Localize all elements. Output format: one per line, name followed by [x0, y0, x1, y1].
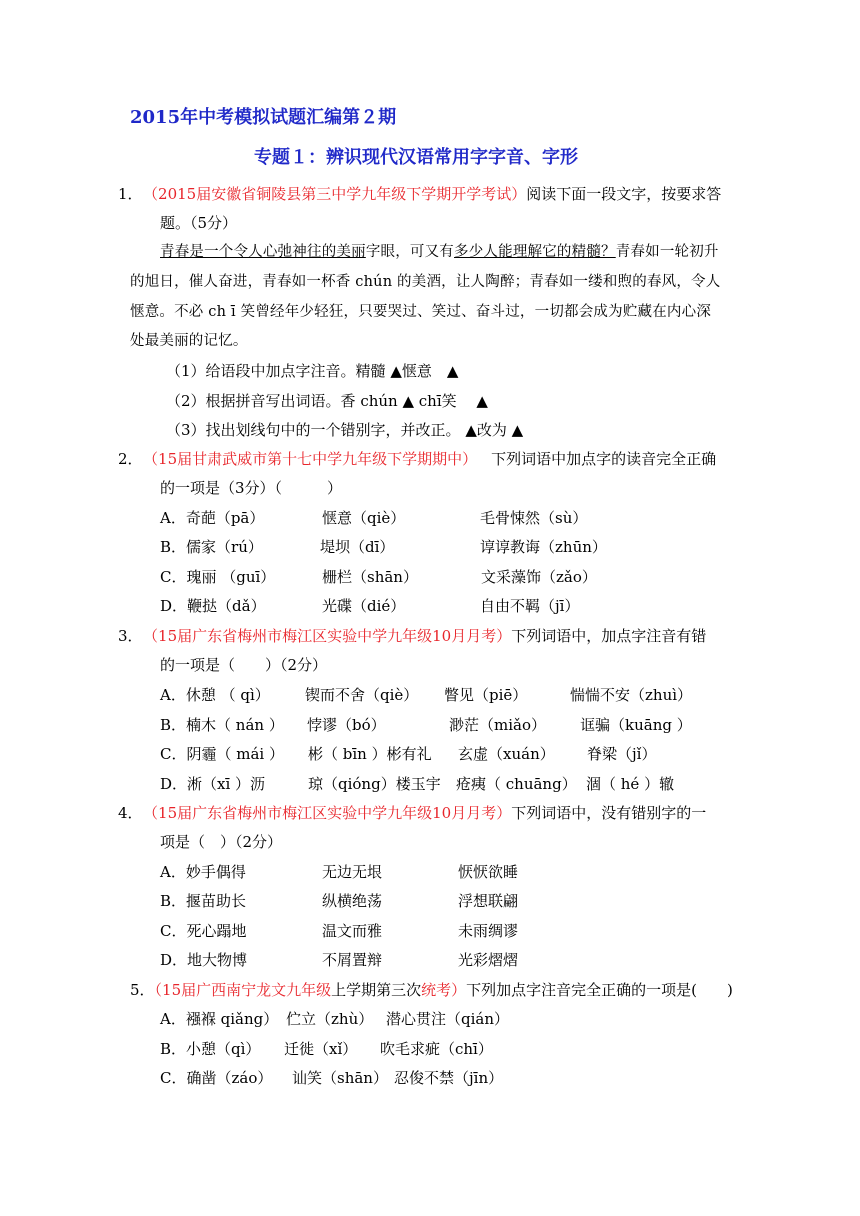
question-number: 2． — [118, 450, 143, 468]
question-stem: 阅读下面一段文字，按要求答 — [526, 185, 722, 203]
option-c-col-3: 忍俊不禁（jīn） — [394, 1069, 504, 1087]
sub-question-1: （1）给语段中加点字注音。精髓 ▲惬意 ▲ — [166, 362, 459, 380]
option-b-col-3: 谆谆教诲（zhūn） — [480, 538, 607, 556]
option-a-col-1: A．休憩 （ qì） — [160, 686, 270, 704]
option-b-col-2: 堤坝（dī） — [320, 538, 395, 556]
option-d-col-1: D．鞭挞（dǎ） — [160, 597, 266, 615]
passage-text: 字眼，可又有 — [365, 244, 455, 260]
underlined-text: 青春是一个令人心弛神往的美丽 — [160, 244, 366, 260]
option-d-col-2: 不屑置辩 — [322, 951, 383, 969]
option-c-col-2: 讪笑（shān） — [292, 1069, 388, 1087]
question-source: （15届甘肃武威市第十七中学九年级下学期期中） — [150, 450, 478, 468]
question-source: （15届广东省梅州市梅江区实验中学九年级10月月考） — [150, 627, 512, 645]
option-a-col-2: 伫立（zhù） — [286, 1010, 374, 1028]
question-stem-cont: 题。（5分） — [160, 214, 238, 232]
passage-line-2: 的旭日，催人奋进，青春如一杯香 chún 的美酒，让人陶醉；青春如一缕和煦的春风，令人 — [130, 274, 721, 290]
question-stem-cont: 项是（ ）（2分） — [160, 833, 283, 851]
option-c-col-1: C．确凿（záo） — [160, 1069, 273, 1087]
option-a-col-4: 惴惴不安（zhuì） — [570, 686, 693, 704]
option-a-col-2: 锲而不舍（qiè） — [305, 686, 419, 704]
option-a-col-2: 无边无垠 — [322, 863, 383, 881]
option-c-col-3: 未雨绸谬 — [458, 922, 519, 940]
option-d-col-2: 琼（qióng）楼玉宇 — [308, 775, 441, 793]
question-1-line-1 — [118, 184, 721, 204]
question-number: 1． — [118, 185, 143, 203]
option-a-col-1: A．妙手偶得 — [160, 863, 246, 881]
option-a-col-1: A．襁褓 qiǎng） — [160, 1010, 279, 1028]
section-subtitle: 专题１：辨识现代汉语常用字字音、字形 — [254, 147, 578, 168]
option-c-col-2: 彬（ bīn ）彬有礼 — [308, 745, 432, 763]
passage-line-1 — [160, 242, 719, 262]
option-d-col-2: 光碟（dié） — [322, 597, 406, 615]
page-title: 2015年中考模拟试题汇编第２期 — [130, 107, 397, 128]
option-a-col-3: 毛骨悚然（sù） — [480, 509, 588, 527]
question-stem: 下列加点字注音完全正确的一项是( ) — [466, 981, 733, 999]
option-c-col-2: 温文而雅 — [322, 922, 383, 940]
underlined-text: 多少人能理解它的精髓？ — [454, 244, 616, 260]
option-c-col-1: C．阴霾（ mái ） — [160, 745, 284, 763]
option-d-col-3: 疮痍（ chuāng） — [456, 775, 577, 793]
option-b-col-1: B．小憩（qì） — [160, 1040, 261, 1058]
question-source: （15届广西南宁龙文九年级 — [154, 981, 332, 999]
question-stem: 下列词语中，没有错别字的一 — [511, 804, 707, 822]
question-source: （2015届安徽省铜陵县第三中学九年级下学期开学考试） — [150, 185, 527, 203]
question-3-line-1 — [118, 626, 706, 646]
option-a-col-3: 恹恹欲睡 — [458, 863, 519, 881]
option-c-col-1: C．死心蹋地 — [160, 922, 247, 940]
question-number: 5． — [130, 981, 155, 999]
option-b-col-2: 纵横绝荡 — [322, 892, 383, 910]
option-d-col-4: 涸（ hé ）辙 — [586, 775, 675, 793]
question-source-plain: 上学期第三次 — [331, 981, 422, 999]
option-d-col-3: 光彩熠熠 — [458, 951, 519, 969]
passage-line-4: 处最美丽的记忆。 — [130, 333, 248, 349]
passage-line-3: 惬意。不必 ch ī 笑曾经年少轻狂，只要哭过、笑过、奋斗过，一切都会成为贮藏在内心深 — [130, 304, 712, 320]
option-c-col-1: C．瑰丽 （guī） — [160, 568, 276, 586]
sub-question-3: （3）找出划线句中的一个错别字，并改正。 ▲改为 ▲ — [166, 421, 524, 439]
question-number: 3． — [118, 627, 143, 645]
question-stem: 下列词语中加点字的读音完全正确 — [491, 450, 717, 468]
option-a-col-2: 惬意（qiè） — [322, 509, 406, 527]
option-b-col-3: 吹毛求疵（chī） — [380, 1040, 493, 1058]
option-d-col-3: 自由不羁（jī） — [480, 597, 580, 615]
passage-text: 青春如一轮初升 — [615, 244, 719, 260]
option-b-col-2: 迁徙（xǐ） — [284, 1040, 358, 1058]
question-5-line-1 — [130, 980, 733, 1000]
option-a-col-3: 瞥见（piē） — [444, 686, 528, 704]
option-b-col-3: 渺茫（miǎo） — [449, 716, 546, 734]
option-b-col-1: B．儒家（rú） — [160, 538, 263, 556]
option-b-col-1: B．揠苗助长 — [160, 892, 247, 910]
option-a-col-3: 潜心贯注（qián） — [386, 1010, 510, 1028]
option-a-col-1: A．奇葩（pā） — [160, 509, 265, 527]
question-source: （15届广东省梅州市梅江区实验中学九年级10月月考） — [150, 804, 512, 822]
question-4-line-1 — [118, 803, 706, 823]
option-c-col-2: 栅栏（shān） — [322, 568, 418, 586]
option-c-col-3: 文采藻饰（zǎo） — [481, 568, 597, 586]
question-2-line-1 — [118, 449, 716, 469]
option-d-col-1: D．地大物博 — [160, 951, 248, 969]
option-b-col-3: 浮想联翩 — [458, 892, 519, 910]
option-b-col-4: 诓骗（kuāng ） — [580, 716, 692, 734]
question-number: 4． — [118, 804, 143, 822]
question-stem-cont: 的一项是（ ）（2分） — [160, 656, 328, 674]
question-source: 统考） — [421, 981, 467, 999]
option-d-col-1: D．淅（xī ）沥 — [160, 775, 266, 793]
sub-question-2: （2）根据拼音写出词语。香 chún ▲ chī笑 ▲ — [166, 392, 488, 410]
question-stem: 下列词语中，加点字注音有错 — [511, 627, 707, 645]
option-c-col-4: 脊梁（jǐ） — [587, 745, 657, 763]
option-b-col-1: B．楠木（ nán ） — [160, 716, 284, 734]
option-b-col-2: 悖谬（bó） — [307, 716, 386, 734]
question-stem-cont: 的一项是（3分）（ ） — [160, 479, 343, 497]
option-c-col-3: 玄虚（xuán） — [458, 745, 555, 763]
